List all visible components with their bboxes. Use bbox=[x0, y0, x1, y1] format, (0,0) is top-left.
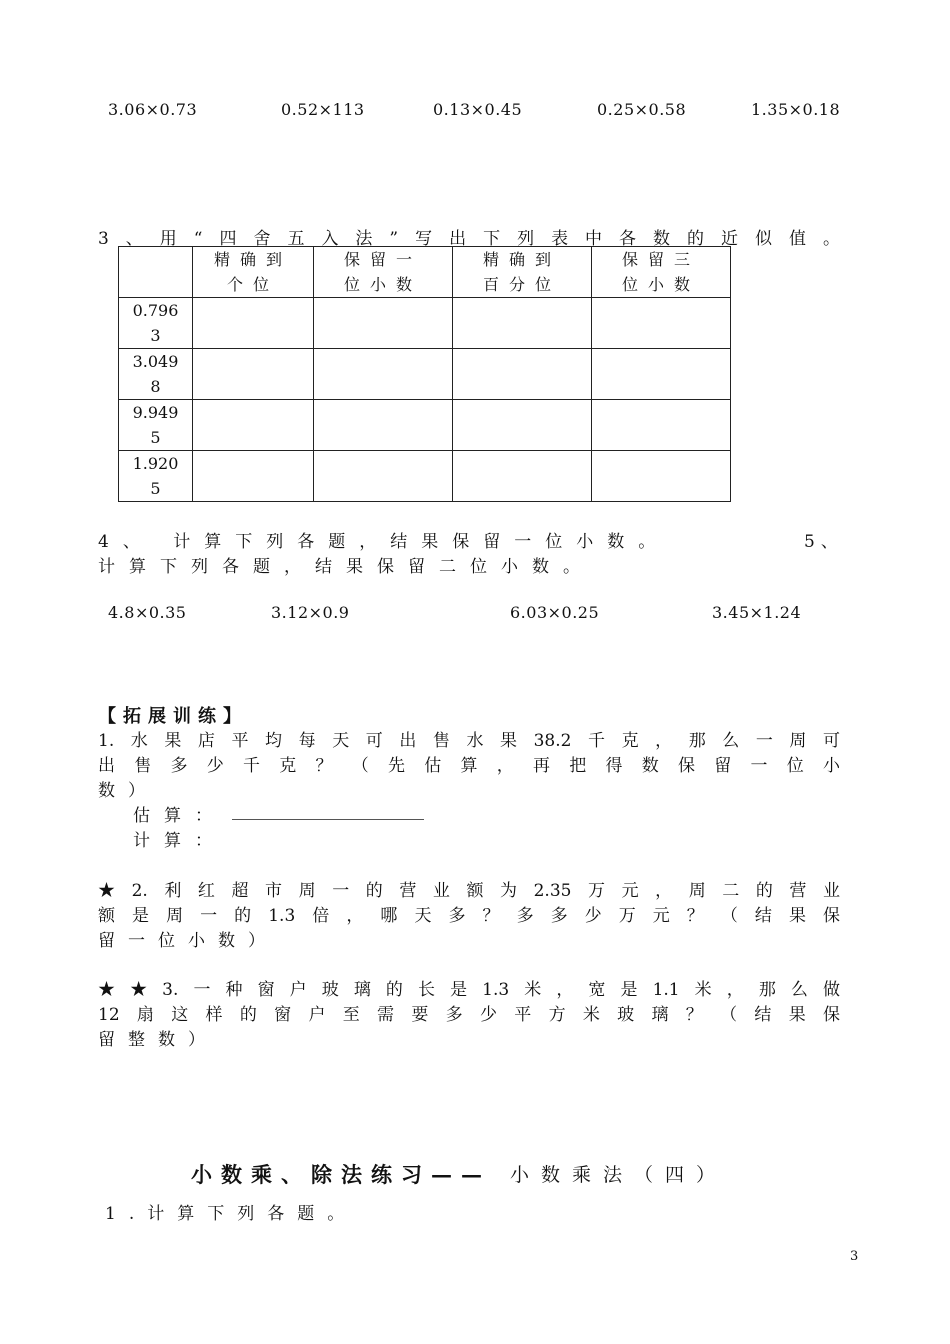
row-number: 9.949 5 bbox=[119, 400, 193, 451]
problem-3-line-1: ★★3.一种窗户玻璃的长是1.3米，宽是1.1米，那么做 bbox=[98, 980, 840, 1000]
header-hundredths: 精确到 百分位 bbox=[453, 247, 592, 298]
header-ones: 精确到 个位 bbox=[193, 247, 314, 298]
answer-cell[interactable] bbox=[592, 349, 731, 400]
problem-2-line-1: ★2.利红超市周一的营业额为2.35万元，周二的营业 bbox=[98, 881, 840, 901]
problem-2-line-2: 额是周一的1.3倍，哪天多？多多少万元？（结果保 bbox=[98, 906, 840, 926]
problem-2-line-3: 留一位小数） bbox=[98, 931, 278, 951]
answer-cell[interactable] bbox=[193, 400, 314, 451]
problem-3-line-3: 留整数） bbox=[98, 1030, 218, 1050]
answer-cell[interactable] bbox=[193, 298, 314, 349]
row-number: 3.049 8 bbox=[119, 349, 193, 400]
expression-4: 0.25×0.58 bbox=[597, 100, 687, 119]
section-title-sub: 小数乘法（四） bbox=[510, 1164, 728, 1186]
row-number: 1.920 5 bbox=[119, 451, 193, 502]
section-title-main: 小数乘、除法练习—— bbox=[191, 1162, 491, 1187]
answer-cell[interactable] bbox=[453, 349, 592, 400]
answer-cell[interactable] bbox=[314, 298, 453, 349]
estimate-label: 估算： bbox=[133, 806, 226, 826]
expression-2: 0.52×113 bbox=[281, 100, 365, 119]
problem-1-line-1: 1.水果店平均每天可出售水果38.2千克，那么一周可 bbox=[98, 731, 840, 751]
problem-1-line-2: 出售多少千克？（先估算，再把得数保留一位小 bbox=[98, 756, 840, 776]
expression-9: 3.45×1.24 bbox=[712, 603, 802, 622]
expression-6: 4.8×0.35 bbox=[108, 603, 187, 622]
answer-cell[interactable] bbox=[592, 451, 731, 502]
estimate-answer-line[interactable] bbox=[232, 819, 424, 820]
answer-cell[interactable] bbox=[314, 451, 453, 502]
calc-label: 计算： bbox=[133, 831, 226, 851]
q5-text: 计算下列各题，结果保留二位小数。 bbox=[98, 557, 594, 577]
table-row bbox=[119, 400, 731, 451]
problem-1-line-3: 数） bbox=[98, 781, 158, 801]
table-row bbox=[119, 349, 731, 400]
table-header-row bbox=[119, 247, 731, 298]
table-row bbox=[119, 298, 731, 349]
q5-number: 5、 bbox=[804, 532, 844, 552]
approximation-table bbox=[118, 246, 731, 502]
answer-cell[interactable] bbox=[453, 298, 592, 349]
answer-cell[interactable] bbox=[314, 349, 453, 400]
expression-7: 3.12×0.9 bbox=[271, 603, 350, 622]
header-three-decimals: 保留三 位小数 bbox=[592, 247, 731, 298]
table-corner-cell bbox=[119, 247, 193, 298]
q3-prompt: 3、用“四舍五入法”写出下列表中各数的近似值。 bbox=[98, 229, 840, 249]
extension-heading: 【拓展训练】 bbox=[98, 706, 248, 727]
expression-8: 6.03×0.25 bbox=[510, 603, 600, 622]
section-first-item: 1.计算下列各题。 bbox=[105, 1204, 358, 1224]
answer-cell[interactable] bbox=[453, 400, 592, 451]
q4-text: 4、 计算下列各题，结果保留一位小数。 bbox=[98, 532, 670, 552]
header-one-decimal: 保留一 位小数 bbox=[314, 247, 453, 298]
answer-cell[interactable] bbox=[193, 349, 314, 400]
answer-cell[interactable] bbox=[592, 298, 731, 349]
table-row bbox=[119, 451, 731, 502]
expression-5: 1.35×0.18 bbox=[751, 100, 841, 119]
page-number: 3 bbox=[850, 1249, 859, 1264]
answer-cell[interactable] bbox=[193, 451, 314, 502]
expression-3: 0.13×0.45 bbox=[433, 100, 523, 119]
row-number: 0.796 3 bbox=[119, 298, 193, 349]
expression-1: 3.06×0.73 bbox=[108, 100, 198, 119]
answer-cell[interactable] bbox=[314, 400, 453, 451]
answer-cell[interactable] bbox=[453, 451, 592, 502]
answer-cell[interactable] bbox=[592, 400, 731, 451]
problem-3-line-2: 12扇这样的窗户至需要多少平方米玻璃？（结果保 bbox=[98, 1005, 840, 1025]
